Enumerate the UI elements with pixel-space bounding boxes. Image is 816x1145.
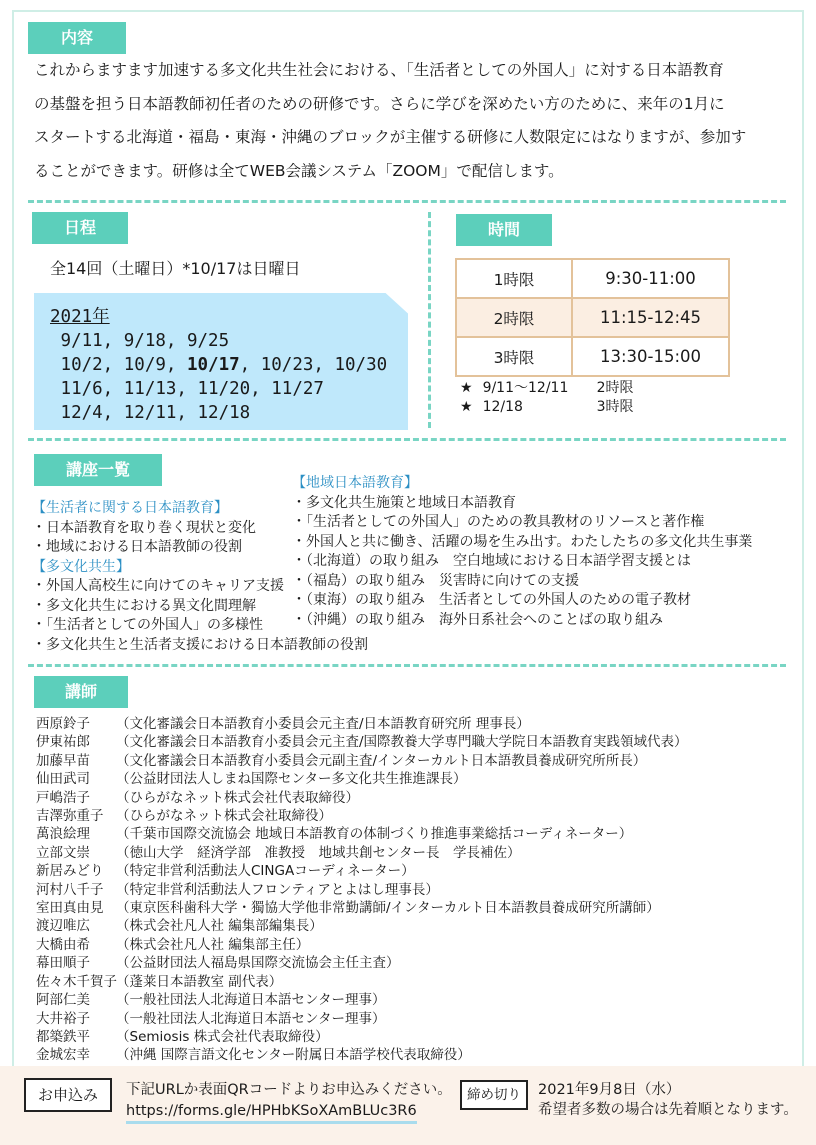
- date-text: 9/11, 9/18, 9/25: [50, 331, 230, 351]
- lecturer-role: （徳山大学 経済学部 准教授 地域共創センター長 学長補佐）: [116, 844, 521, 861]
- divider-vertical: [428, 212, 431, 428]
- lecturer-name: 新居みどり: [36, 863, 104, 880]
- time-notes: [460, 379, 633, 417]
- apply-url-link[interactable]: https://forms.gle/HPHbKSoXAmBLUc3R6: [126, 1101, 417, 1124]
- time-range-cell: 11:15-12:45: [572, 298, 729, 337]
- schedule-year: 2021年: [50, 307, 110, 327]
- course-list-right: [292, 474, 752, 630]
- lecturer-row: [36, 1046, 688, 1064]
- deadline-note: 希望者多数の場合は先着順となります。: [538, 1102, 798, 1118]
- course-category: 【地域日本語教育】: [292, 475, 418, 491]
- lecturer-role: （公益財団法人福島県国際交流協会主任主査）: [116, 955, 400, 972]
- date-line: [50, 329, 387, 353]
- table-row: [456, 259, 729, 298]
- divider: [28, 664, 786, 667]
- course-item: ・（福島）の取り組み 災害時に向けての支援: [292, 572, 579, 589]
- lecturer-role: （一般社団法人北海道日本語センター理事）: [116, 1010, 386, 1027]
- lecturer-role: （千葉市国際交流協会 地域日本語教育の体制づくり推進事業総括コーディネーター）: [116, 826, 633, 843]
- lecturer-row: [36, 954, 688, 972]
- period-cell: 1時限: [456, 259, 572, 298]
- time-range-cell: 13:30-15:00: [572, 337, 729, 376]
- lecturer-role: （文化審議会日本語教育小委員会元主査/国際教養大学専門職大学院日本語教育実践領域代表）: [116, 734, 688, 751]
- lecturer-name: 室田真由見: [36, 900, 104, 917]
- lecturer-role: （株式会社凡人社 編集部主任）: [116, 936, 310, 953]
- deadline-date: 2021年9月8日（水）: [538, 1082, 681, 1098]
- lecturer-role: （Semiosis 株式会社代表取締役）: [116, 1028, 329, 1045]
- course-category: 【多文化共生】: [32, 558, 130, 575]
- lecturer-role: （沖縄 国際言語文化センター附属日本語学校代表取締役）: [116, 1047, 471, 1064]
- date-text: 10/2, 10/9,: [50, 355, 187, 375]
- lecturers-heading: 講師: [34, 676, 128, 708]
- lecturer-name: 吉澤弥重子: [36, 808, 104, 825]
- lecturer-role: （文化審議会日本語教育小委員会元副主査/インターカルト日本語教員養成研究所所長）: [116, 752, 647, 769]
- lecturer-role: （文化審議会日本語教育小委員会元主査/日本語教育研究所 理事長）: [116, 716, 530, 732]
- table-row: [456, 337, 729, 376]
- course-item: ・（東海）の取り組み 生活者としての外国人のための電子教材: [292, 592, 691, 608]
- date-highlight: 10/17: [186, 355, 240, 375]
- date-line: [50, 401, 387, 425]
- date-text: , 10/23, 10/30: [239, 355, 388, 375]
- lecturer-name: 西原鈴子: [36, 716, 90, 732]
- deadline-label: 締め切り: [460, 1080, 528, 1110]
- apply-instructions: 下記URLか表面QRコードよりお申込みください。: [126, 1082, 452, 1098]
- lecturer-row: [36, 936, 688, 954]
- lecturer-role: （株式会社凡人社 編集部編集長）: [116, 918, 323, 935]
- apply-button[interactable]: お申込み: [24, 1078, 112, 1112]
- course-item: ・多文化共生施策と地域日本語教育: [292, 494, 516, 511]
- content-paragraph: [34, 54, 779, 188]
- lecturer-row: [36, 881, 688, 899]
- lecturer-row: [36, 1010, 688, 1028]
- schedule-heading: 日程: [32, 212, 128, 244]
- lecturer-name: 佐々木千賀子: [36, 973, 117, 990]
- lecturer-name: 大橋由希: [36, 936, 90, 953]
- paragraph-line: ることができます。研修は全てWEB会議システム「ZOOM」で配信します。: [34, 161, 564, 180]
- time-heading: 時間: [456, 214, 552, 246]
- lecturer-name: 渡辺唯広: [36, 918, 90, 935]
- course-item: ・外国人と共に働き、活躍の場を生み出す。わたしたちの多文化共生事業: [292, 533, 753, 550]
- lecturer-name: 加藤早苗: [36, 752, 90, 769]
- deadline-info: [538, 1080, 798, 1120]
- lecturer-name: 萬浪絵理: [36, 826, 90, 843]
- lecturer-name: 戸嶋浩子: [36, 789, 90, 806]
- time-note: ★ 9/11～12/11 2時限: [460, 380, 634, 396]
- time-table: [455, 258, 730, 377]
- lecturer-name: 都築鉄平: [36, 1028, 90, 1045]
- course-category: 【生活者に関する日本語教育】: [32, 500, 228, 516]
- lecturer-role: （ひらがなネット株式会社代表取締役）: [116, 789, 359, 806]
- content-heading: 内容: [28, 22, 126, 54]
- lecturer-row: [36, 770, 688, 788]
- lecturer-row: [36, 1028, 688, 1046]
- course-item: ・「生活者としての外国人」のための教具教材のリソースと著作権: [292, 514, 705, 530]
- lecturer-name: 阿部仁美: [36, 992, 90, 1009]
- paragraph-line: スタートする北海道・福島・東海・沖縄のブロックが主催する研修に人数限定にはなりますが、参加す: [34, 128, 747, 146]
- lecturer-role: （ひらがなネット株式会社取締役）: [116, 808, 332, 825]
- course-item: ・「生活者としての外国人」の多様性: [32, 617, 263, 633]
- date-text: 11/6, 11/13, 11/20, 11/27: [50, 379, 324, 399]
- lecturer-row: [36, 789, 688, 807]
- lecturer-row: [36, 973, 688, 991]
- course-item: ・地域における日本語教師の役割: [32, 539, 242, 555]
- star-icon: ★: [460, 399, 473, 415]
- lecturer-name: 幕田順子: [36, 955, 90, 972]
- period-cell: 2時限: [456, 298, 572, 337]
- star-icon: ★: [460, 380, 473, 396]
- date-line: [50, 353, 387, 377]
- divider: [28, 438, 786, 441]
- lecturer-name: 大井裕子: [36, 1010, 90, 1027]
- lecturer-name: 仙田武司: [36, 771, 90, 788]
- lecturer-role: （特定非営利活動法人フロンティアとよはし理事長）: [116, 881, 439, 898]
- lecturer-name: 立部文崇: [36, 844, 90, 861]
- lecturer-row: [36, 807, 688, 825]
- course-item: ・日本語教育を取り巻く現状と変化: [32, 519, 256, 536]
- lecturer-row: [36, 825, 688, 843]
- lecturer-role: （蓬莱日本語教室 副代表）: [116, 973, 283, 990]
- period-cell: 3時限: [456, 337, 572, 376]
- schedule-summary: 全14回（土曜日）*10/17は日曜日: [50, 259, 301, 278]
- lecturer-name: 河村八千子: [36, 881, 104, 898]
- time-note: ★ 12/18 3時限: [460, 399, 634, 415]
- course-item: ・（沖縄）の取り組み 海外日系社会へのことばの取り組み: [292, 611, 663, 628]
- course-item: ・外国人高校生に向けてのキャリア支援: [32, 578, 284, 594]
- lecturer-name: 金城宏幸: [36, 1047, 90, 1064]
- lecturer-role: （特定非営利活動法人CINGAコーディネーター）: [116, 863, 415, 880]
- course-item: ・多文化共生と生活者支援における日本語教師の役割: [32, 636, 368, 653]
- courses-heading: 講座一覧: [34, 454, 162, 486]
- lecturer-role: （公益財団法人しまね国際センター多文化共生推進課長）: [116, 771, 467, 788]
- lecturer-row: [36, 991, 688, 1009]
- paragraph-line: これからますます加速する多文化共生社会における、「生活者としての外国人」に対する日本語教育: [34, 61, 724, 79]
- date-list: [50, 305, 387, 425]
- divider: [28, 200, 786, 203]
- date-line: [50, 377, 387, 401]
- course-item: ・（北海道）の取り組み 空白地域における日本語学習支援とは: [292, 553, 691, 569]
- paragraph-line: の基盤を担う日本語教師初任者のための研修です。さらに学びを深めたい方のために、来年の1月に: [34, 94, 725, 113]
- lecturer-row: [36, 862, 688, 880]
- lecturer-row: [36, 844, 688, 862]
- lecturer-role: （一般社団法人北海道日本語センター理事）: [116, 992, 386, 1009]
- lecturer-name: 伊東祐郎: [36, 734, 90, 751]
- lecturer-list: [36, 715, 688, 1065]
- lecturer-row: [36, 899, 688, 917]
- course-item: ・多文化共生における異文化間理解: [32, 597, 256, 614]
- lecturer-row: [36, 733, 688, 751]
- lecturer-role: （東京医科歯科大学・獨協大学他非常勤講師/インターカルト日本語教員養成研究所講師）: [116, 900, 660, 917]
- lecturer-row: [36, 752, 688, 770]
- date-text: 12/4, 12/11, 12/18: [50, 403, 251, 423]
- time-range-cell: 9:30-11:00: [572, 259, 729, 298]
- table-row: [456, 298, 729, 337]
- lecturer-row: [36, 715, 688, 733]
- lecturer-row: [36, 917, 688, 935]
